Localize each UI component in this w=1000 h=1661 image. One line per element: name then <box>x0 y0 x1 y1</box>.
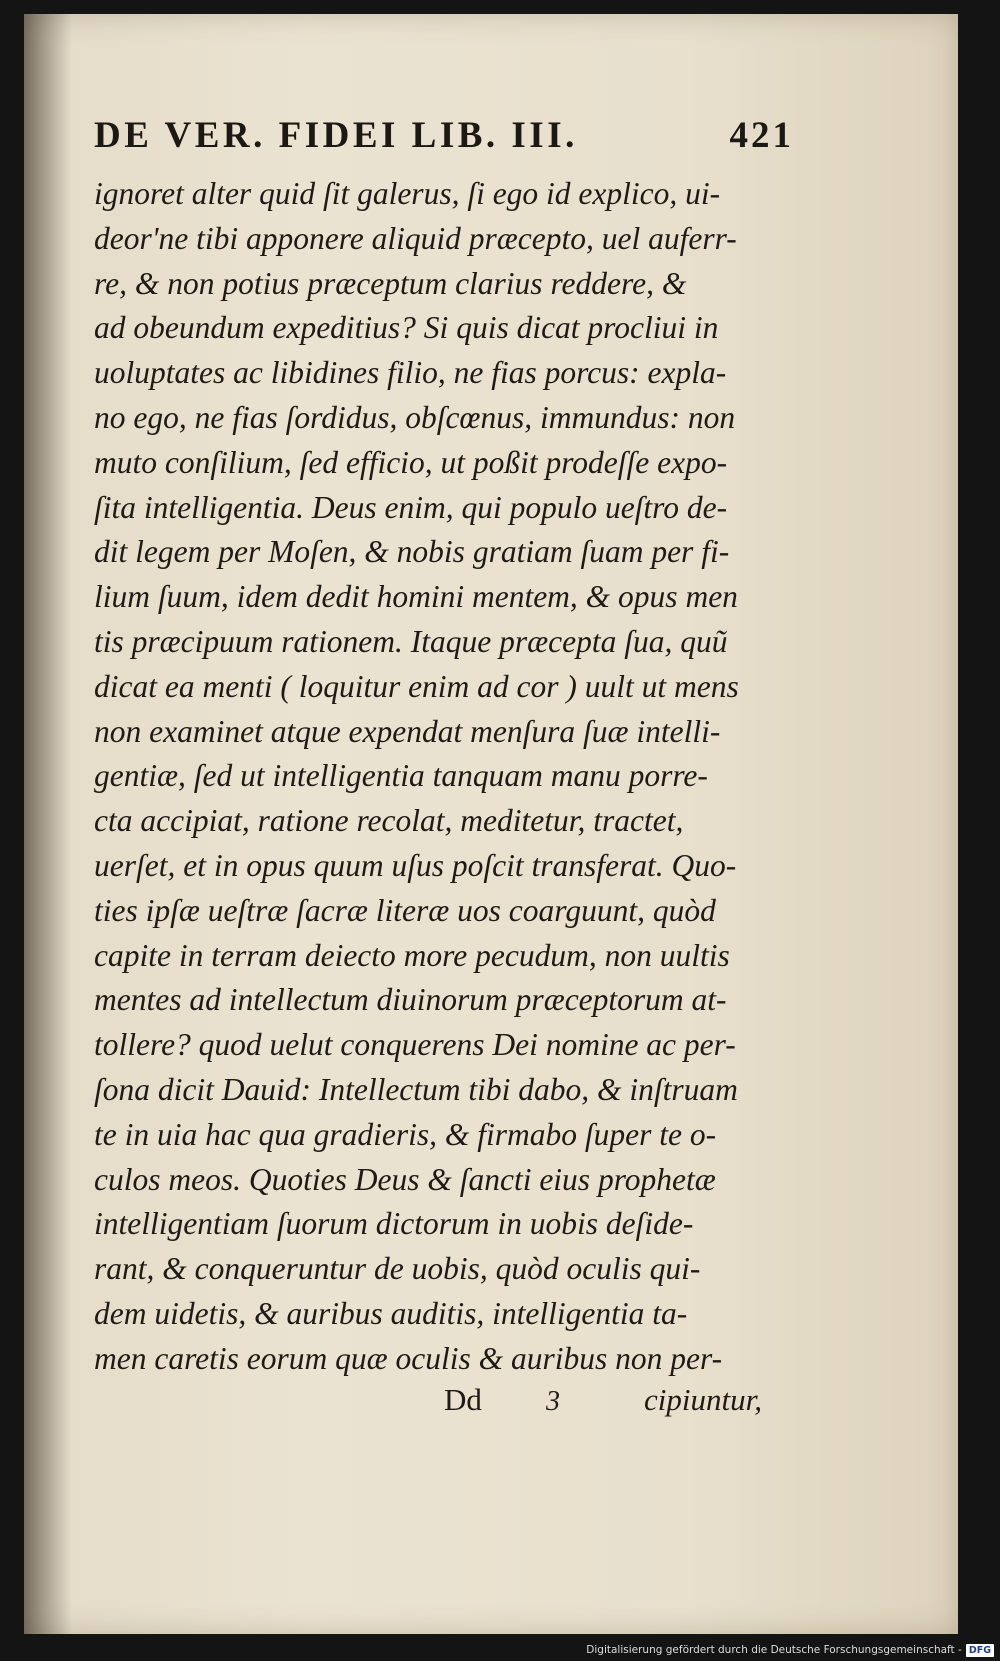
page-number: 421 <box>729 115 794 156</box>
text-line: uoluptates ac libidines filio, ne fias porcus: expla- <box>94 355 727 391</box>
digitization-credit <box>586 1642 994 1658</box>
running-head <box>94 114 794 157</box>
text-line: ad obeundum expeditius? Si quis dicat procliui in <box>94 310 719 346</box>
text-line: cta accipiat, ratione recolat, meditetur, tractet, <box>94 803 684 839</box>
gutter-shadow <box>24 14 72 1634</box>
text-line: tis præcipuum rationem. Itaque præcepta ſua, quũ <box>94 623 728 659</box>
dfg-logo: DFG <box>966 1644 994 1657</box>
text-line: uerſet, et in opus quum uſus poſcit transferat. Quo- <box>94 847 737 883</box>
text-line: dem uidetis, & auribus auditis, intelligentia ta- <box>94 1295 688 1331</box>
text-line: tollere? quod uelut conquerens Dei nomine ac per- <box>94 1027 736 1063</box>
text-line: ſita intelligentia. Deus enim, qui populo ueſtro de- <box>94 489 728 525</box>
body-text <box>94 172 814 1382</box>
running-title: DE VER. FIDEI LIB. III. <box>94 115 578 156</box>
text-line: ſona dicit Dauid: Intellectum tibi dabo, & inſtruam <box>94 1071 738 1107</box>
text-line: mentes ad intellectum diuinorum præceptorum at- <box>94 982 727 1018</box>
text-line: deor'ne tibi apponere aliquid præcepto, uel auferr- <box>94 220 737 256</box>
text-line: intelligentiam ſuorum dictorum in uobis deſide- <box>94 1206 694 1242</box>
text-line: rant, & conqueruntur de uobis, quòd oculis qui- <box>94 1251 701 1287</box>
text-line: no ego, ne fias ſordidus, obſcœnus, immundus: non <box>94 399 736 435</box>
text-line: dicat ea menti ( loquitur enim ad cor ) uult ut mens <box>94 668 739 704</box>
text-line: re, & non potius præceptum clarius reddere, & <box>94 265 687 301</box>
text-line: culos meos. Quoties Deus & ſancti eius prophetæ <box>94 1161 716 1197</box>
text-line: te in uia hac qua gradieris, & firmabo ſuper te o- <box>94 1116 717 1152</box>
text-line: muto conſilium, ſed efficio, ut poßit prodeſſe expo- <box>94 444 728 480</box>
signature-mark: Dd <box>444 1382 482 1417</box>
text-line: ignoret alter quid ſit galerus, ſi ego id explico, ui- <box>94 176 721 211</box>
credit-text: Digitalisierung gefördert durch die Deutsche Forschungsgemeinschaft - <box>586 1644 962 1656</box>
book-page <box>24 14 958 1634</box>
signature-number: 3 <box>546 1386 560 1417</box>
text-line: non examinet atque expendat menſura ſuæ intelli- <box>94 713 721 749</box>
text-line: ties ipſæ ueſtræ ſacræ literæ uos coarguunt, quòd <box>94 892 716 928</box>
text-line: gentiæ, ſed ut intelligentia tanquam manu porre- <box>94 758 708 794</box>
text-line: men caretis eorum quæ oculis & auribus non per- <box>94 1340 723 1376</box>
text-line: dit legem per Moſen, & nobis gratiam ſuam per fi- <box>94 534 730 570</box>
text-line: lium ſuum, idem dedit homini mentem, & opus men <box>94 579 738 615</box>
text-line: capite in terram deiecto more pecudum, non uultis <box>94 937 730 973</box>
catchword: cipiuntur, <box>644 1382 762 1417</box>
